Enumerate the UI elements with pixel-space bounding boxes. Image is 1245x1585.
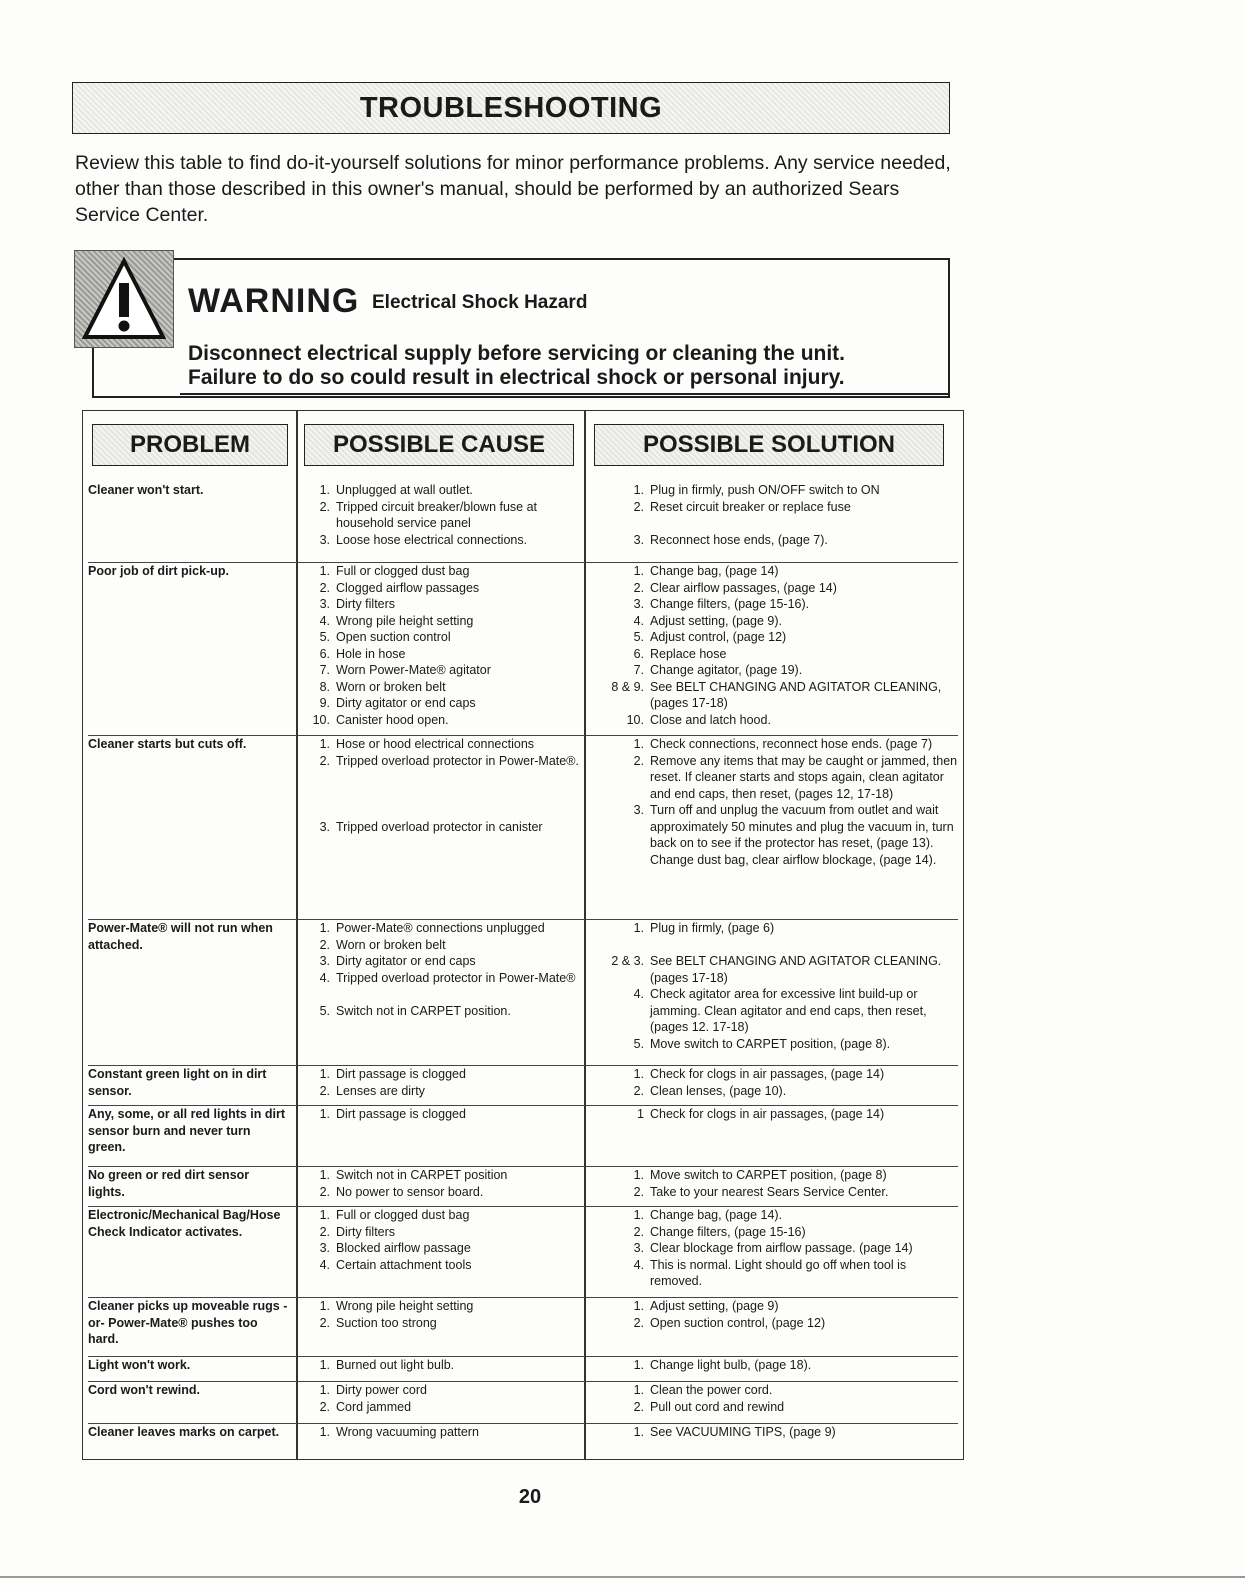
item-number: 2. (319, 753, 330, 768)
list-item (608, 1399, 958, 1416)
item-text: Open suction control, (page 12) (650, 1315, 826, 1330)
item-text: Tripped overload protector in Power-Mate® (336, 970, 576, 985)
item-text: Change bag, (page 14) (650, 564, 779, 578)
list-item (608, 515, 958, 532)
list-item (608, 1106, 958, 1123)
item-number: 4. (633, 987, 644, 1001)
problem-cell (88, 563, 288, 580)
item-text: Hose or hood electrical connections (336, 737, 535, 751)
list-item (306, 532, 581, 549)
cause-cell (306, 1424, 581, 1441)
item-number: 1. (319, 1067, 330, 1081)
item-text: Change filters, (page 15-16) (650, 1224, 806, 1239)
list-item (306, 1357, 581, 1374)
item-text: Change bag, (page 14). (650, 1208, 783, 1222)
item-number: 2. (633, 1315, 644, 1330)
table-row (88, 482, 958, 563)
title-bar (72, 82, 950, 134)
list-item (306, 920, 581, 937)
item-text: Change filters, (page 15-16). (650, 597, 810, 611)
item-number (306, 769, 330, 786)
item-number: 7. (319, 663, 330, 677)
item-number: 3. (319, 597, 330, 611)
list-item (306, 937, 581, 954)
list-item (608, 736, 958, 753)
list-item (306, 1257, 581, 1274)
item-number: 2. (633, 499, 644, 514)
item-text: Adjust setting, (page 9) (650, 1299, 779, 1313)
problem-text: No green or red dirt sensor lights. (88, 1168, 250, 1199)
item-text: Clean the power cord. (650, 1383, 773, 1397)
item-number: 2. (319, 1399, 330, 1414)
cause-cell (306, 1298, 581, 1331)
list-item (608, 1224, 958, 1241)
list-item (608, 753, 958, 803)
problem-cell (88, 1106, 288, 1156)
list-item (306, 1083, 581, 1100)
item-text: Dirt passage is clogged (336, 1107, 466, 1121)
list-item (608, 1315, 958, 1332)
item-number: 3. (633, 597, 644, 611)
list-item (608, 1257, 958, 1290)
item-number (608, 937, 644, 954)
item-number: 4. (319, 970, 330, 985)
list-item (306, 953, 581, 970)
item-number: 3. (319, 1241, 330, 1255)
list-item (608, 482, 958, 499)
item-number: 10. (626, 712, 644, 727)
item-text: See BELT CHANGING AND AGITATOR CLEANING. (pages 17-18) (650, 954, 942, 985)
item-number: 1. (319, 921, 330, 935)
problem-cell (88, 920, 288, 953)
list-item (306, 1106, 581, 1123)
item-number: 6. (319, 646, 330, 661)
item-number: 10. (312, 712, 330, 727)
item-text: Open suction control (336, 630, 451, 644)
item-number: 1. (633, 1299, 644, 1313)
list-item (306, 563, 581, 580)
table-row (88, 1207, 958, 1298)
item-number: 3. (633, 803, 644, 817)
item-number: 3. (319, 819, 330, 834)
problem-cell (88, 736, 288, 753)
item-number: 2. (319, 499, 330, 514)
cause-cell (306, 1167, 581, 1200)
item-text: Full or clogged dust bag (336, 1208, 470, 1222)
list-item (306, 679, 581, 696)
list-item (306, 695, 581, 712)
cause-cell (306, 563, 581, 728)
item-number: 4. (319, 1257, 330, 1272)
item-number: 3. (319, 532, 330, 547)
item-text: Change agitator, (page 19). (650, 663, 803, 677)
item-number: 1. (633, 1358, 644, 1372)
item-text: Tripped overload protector in canister (336, 819, 543, 834)
problem-text: Cord won't rewind. (88, 1383, 200, 1397)
problem-cell (88, 1424, 288, 1441)
item-text: Switch not in CARPET position. (336, 1003, 511, 1018)
list-item (306, 1224, 581, 1241)
item-text: Turn off and unplug the vacuum from outlet and wait approximately 50 minutes and plug the vacuum in, turn back on to see if the protector has reset, (page 13). Change dust bag, clear airflow blockage, (page 14). (650, 803, 954, 867)
list-item (608, 679, 958, 712)
table-row (88, 1382, 958, 1424)
item-number: 1. (633, 1208, 644, 1222)
item-number: 2. (633, 1184, 644, 1199)
table-row (88, 736, 958, 920)
list-item (608, 986, 958, 1036)
list-item (608, 1036, 958, 1053)
item-text: Check agitator area for excessive lint build-up or jamming. Clean agitator and end caps, then reset, (pages 12. 17-18) (650, 987, 927, 1034)
list-item (608, 646, 958, 663)
item-number: 1. (633, 737, 644, 751)
warning-underline (180, 393, 950, 395)
item-number: 6. (633, 646, 644, 661)
list-item (608, 1083, 958, 1100)
list-item (306, 1167, 581, 1184)
list-item (608, 499, 958, 516)
item-text: No power to sensor board. (336, 1184, 484, 1199)
item-number: 1. (633, 1168, 644, 1182)
item-text: Switch not in CARPET position (336, 1168, 508, 1182)
list-item (608, 596, 958, 613)
solution-cell (608, 1298, 958, 1331)
item-text: Suction too strong (336, 1315, 437, 1330)
item-number: 4. (633, 613, 644, 628)
item-text: This is normal. Light should go off when tool is removed. (650, 1257, 907, 1288)
list-item (306, 970, 581, 987)
item-text: Hole in hose (336, 646, 406, 661)
item-text: See VACUUMING TIPS, (page 9) (650, 1425, 836, 1439)
solution-cell (608, 1382, 958, 1415)
item-text: Unplugged at wall outlet. (336, 483, 473, 497)
item-number: 1. (319, 1299, 330, 1313)
item-number: 2. (633, 1083, 644, 1098)
item-text: Canister hood open. (336, 712, 449, 727)
warning-hazard: Electrical Shock Hazard (372, 292, 588, 313)
warning-word: WARNING (188, 282, 360, 320)
item-number: 3. (633, 532, 644, 547)
list-item (306, 596, 581, 613)
table-row (88, 1298, 958, 1357)
table-row (88, 1106, 958, 1167)
problem-cell (88, 482, 288, 499)
item-number: 1 (637, 1107, 644, 1121)
item-text: Full or clogged dust bag (336, 564, 470, 578)
warning-triangle-icon (74, 250, 174, 348)
item-number: 2. (319, 937, 330, 952)
item-text: Tripped circuit breaker/blown fuse at household service panel (336, 499, 538, 530)
item-number: 4. (319, 613, 330, 628)
problem-text: Constant green light on in dirt sensor. (88, 1067, 267, 1098)
list-item (306, 786, 581, 803)
table-row (88, 1066, 958, 1106)
item-text: Cord jammed (336, 1399, 412, 1414)
item-number: 1. (319, 564, 330, 578)
item-number: 1. (633, 483, 644, 497)
list-item (306, 1424, 581, 1441)
item-number: 3. (319, 954, 330, 968)
page-title: TROUBLESHOOTING (359, 91, 663, 124)
list-item (306, 629, 581, 646)
item-number: 2. (319, 1184, 330, 1199)
header-possible-cause: POSSIBLE CAUSE (304, 424, 574, 466)
item-text: Change light bulb, (page 18). (650, 1358, 812, 1372)
cause-cell (306, 736, 581, 835)
item-number: 1. (633, 564, 644, 578)
item-text: Close and latch hood. (650, 712, 771, 727)
item-text: Remove any items that may be caught or jammed, then reset. If cleaner starts and stops again, clean agitator and end caps, then reset, (pages 12, 17-18) (650, 753, 958, 801)
item-number: 1. (319, 483, 330, 497)
cause-cell (306, 482, 581, 548)
header-possible-solution: POSSIBLE SOLUTION (594, 424, 944, 466)
list-item (306, 1240, 581, 1257)
list-item (608, 1066, 958, 1083)
list-item (608, 802, 958, 868)
item-text: Dirty power cord (336, 1383, 427, 1397)
table-row (88, 1424, 958, 1464)
item-number: 1. (319, 1208, 330, 1222)
item-text: See BELT CHANGING AND AGITATOR CLEANING, (pages 17-18) (650, 679, 942, 710)
problem-text: Cleaner picks up moveable rugs -or- Power-Mate® pushes too hard. (88, 1299, 288, 1346)
list-item (306, 1382, 581, 1399)
problem-text: Power-Mate® will not run when attached. (88, 921, 273, 952)
table-row (88, 1167, 958, 1207)
item-number: 1. (319, 1107, 330, 1121)
item-number: 8 & 9. (611, 679, 644, 694)
item-number (306, 986, 330, 1003)
item-number: 1. (633, 921, 644, 935)
item-number: 2. (633, 753, 644, 768)
list-item (608, 1298, 958, 1315)
item-number: 2 & 3. (611, 954, 644, 968)
item-number: 1. (319, 737, 330, 751)
cause-cell (306, 1106, 581, 1123)
header-problem: PROBLEM (92, 424, 288, 466)
item-number: 5. (633, 1036, 644, 1051)
item-number: 2. (633, 1224, 644, 1239)
list-item (306, 1184, 581, 1201)
item-number: 1. (319, 1168, 330, 1182)
item-number: 8. (319, 679, 330, 694)
item-text: Dirty agitator or end caps (336, 696, 476, 710)
item-number: 1. (633, 1067, 644, 1081)
list-item (608, 662, 958, 679)
list-item (608, 563, 958, 580)
list-item (608, 1240, 958, 1257)
problem-text: Light won't work. (88, 1358, 191, 1372)
item-text: Dirty agitator or end caps (336, 954, 476, 968)
item-text: Check for clogs in air passages, (page 14) (650, 1067, 885, 1081)
item-text: Check for clogs in air passages, (page 14) (650, 1107, 885, 1121)
list-item (306, 802, 581, 819)
list-item (306, 1315, 581, 1332)
table-row (88, 1357, 958, 1382)
list-item (306, 1207, 581, 1224)
item-text: Clear blockage from airflow passage. (page 14) (650, 1241, 913, 1255)
solution-cell (608, 1167, 958, 1200)
list-item (306, 482, 581, 499)
item-number: 5. (319, 630, 330, 644)
item-text: Loose hose electrical connections. (336, 532, 528, 547)
item-number: 7. (633, 663, 644, 677)
list-item (306, 662, 581, 679)
cause-cell (306, 920, 581, 1019)
table-row (88, 563, 958, 736)
item-text: Adjust control, (page 12) (650, 630, 787, 644)
solution-cell (608, 1207, 958, 1290)
item-number: 1. (319, 1383, 330, 1397)
list-item (608, 920, 958, 937)
list-item (306, 1066, 581, 1083)
item-text: Dirty filters (336, 597, 396, 611)
item-text: Lenses are dirty (336, 1083, 425, 1098)
item-text: Worn or broken belt (336, 679, 446, 694)
list-item (306, 753, 581, 770)
list-item (608, 1382, 958, 1399)
item-number: 5. (633, 630, 644, 644)
list-item (306, 712, 581, 729)
item-text: Clear airflow passages, (page 14) (650, 580, 837, 595)
solution-cell (608, 1424, 958, 1441)
list-item (608, 937, 958, 954)
solution-cell (608, 563, 958, 728)
item-text: Plug in firmly, (page 6) (650, 921, 775, 935)
page-number: 20 (518, 1486, 542, 1508)
item-text: Move switch to CARPET position, (page 8) (650, 1168, 887, 1182)
solution-cell (608, 1106, 958, 1123)
problem-cell (88, 1357, 288, 1374)
item-number: 1. (633, 1383, 644, 1397)
item-number: 9. (319, 696, 330, 710)
cause-cell (306, 1357, 581, 1374)
item-number (306, 802, 330, 819)
list-item (608, 629, 958, 646)
item-text: Pull out cord and rewind (650, 1399, 785, 1414)
list-item (608, 1424, 958, 1441)
item-number: 4. (633, 1257, 644, 1272)
item-text: Adjust setting, (page 9). (650, 613, 783, 628)
solution-cell (608, 1357, 958, 1374)
problem-text: Poor job of dirt pick-up. (88, 564, 229, 578)
list-item (306, 580, 581, 597)
list-item (306, 736, 581, 753)
list-item (306, 1003, 581, 1020)
solution-cell (608, 920, 958, 1052)
list-item (608, 580, 958, 597)
list-item (306, 1298, 581, 1315)
list-item (306, 646, 581, 663)
item-text: Check connections, reconnect hose ends. (page 7) (650, 737, 933, 751)
problem-text: Electronic/Mechanical Bag/Hose Check Indicator activates. (88, 1208, 281, 1239)
item-number: 1. (633, 1425, 644, 1439)
list-item (306, 819, 581, 836)
item-text: Tripped overload protector in Power-Mate®. (336, 753, 579, 768)
item-text: Reconnect hose ends, (page 7). (650, 532, 828, 547)
problem-cell (88, 1066, 288, 1099)
item-number: 1. (319, 1358, 330, 1372)
list-item (306, 499, 581, 532)
item-text: Certain attachment tools (336, 1257, 472, 1272)
cause-cell (306, 1207, 581, 1273)
list-item (608, 1184, 958, 1201)
item-number (306, 786, 330, 803)
solution-cell (608, 482, 958, 548)
item-text: Move switch to CARPET position, (page 8). (650, 1036, 891, 1051)
problem-text: Cleaner won't start. (88, 483, 204, 497)
list-item (306, 769, 581, 786)
item-text: Burned out light bulb. (336, 1358, 455, 1372)
bottom-divider (0, 1576, 1245, 1578)
item-text: Wrong pile height setting (336, 613, 474, 628)
item-text: Blocked airflow passage (336, 1241, 471, 1255)
item-text: Take to your nearest Sears Service Center. (650, 1184, 889, 1199)
problem-cell (88, 1298, 288, 1348)
table-row (88, 920, 958, 1066)
solution-cell (608, 1066, 958, 1099)
problem-cell (88, 1207, 288, 1240)
item-number: 2. (319, 580, 330, 595)
list-item (608, 1357, 958, 1374)
list-item (608, 1207, 958, 1224)
item-text: Plug in firmly, push ON/OFF switch to ON (650, 483, 880, 497)
item-text: Worn Power-Mate® agitator (336, 663, 491, 677)
item-text: Wrong vacuuming pattern (336, 1425, 479, 1439)
cause-cell (306, 1066, 581, 1099)
list-item (608, 712, 958, 729)
item-number (608, 515, 644, 532)
item-number: 2. (633, 1399, 644, 1414)
problem-cell (88, 1382, 288, 1399)
item-text: Dirt passage is clogged (336, 1067, 466, 1081)
list-item (608, 532, 958, 549)
item-number: 1. (319, 1425, 330, 1439)
list-item (306, 1399, 581, 1416)
problem-text: Any, some, or all red lights in dirt sensor burn and never turn green. (88, 1107, 286, 1154)
item-text: Clean lenses, (page 10). (650, 1083, 787, 1098)
item-text: Power-Mate® connections unplugged (336, 921, 545, 935)
intro-text: Review this table to find do-it-yourself solutions for minor performance problems. Any service needed, other than those described in this owner's manual, should be performed by an authorized Sears Service Center. (75, 152, 951, 226)
warning-line-2: Failure to do so could result in electrical shock or personal injury. (188, 366, 845, 389)
item-text: Worn or broken belt (336, 937, 446, 952)
warning-line-1: Disconnect electrical supply before servicing or cleaning the unit. (188, 342, 846, 365)
list-item (306, 986, 581, 1003)
solution-cell (608, 736, 958, 868)
item-number: 3. (633, 1241, 644, 1255)
item-text: Replace hose (650, 646, 727, 661)
cause-cell (306, 1382, 581, 1415)
list-item (608, 953, 958, 986)
problem-text: Cleaner leaves marks on carpet. (88, 1425, 280, 1439)
list-item (608, 1167, 958, 1184)
item-text: Clogged airflow passages (336, 580, 480, 595)
item-number: 2. (633, 580, 644, 595)
item-text: Dirty filters (336, 1224, 396, 1239)
item-text: Wrong pile height setting (336, 1299, 474, 1313)
item-number: 2. (319, 1315, 330, 1330)
problem-text: Cleaner starts but cuts off. (88, 737, 247, 751)
item-number: 2. (319, 1083, 330, 1098)
problem-cell (88, 1167, 288, 1200)
item-number: 5. (319, 1003, 330, 1018)
item-text: Reset circuit breaker or replace fuse (650, 499, 851, 514)
item-number: 2. (319, 1224, 330, 1239)
list-item (608, 613, 958, 630)
list-item (306, 613, 581, 630)
